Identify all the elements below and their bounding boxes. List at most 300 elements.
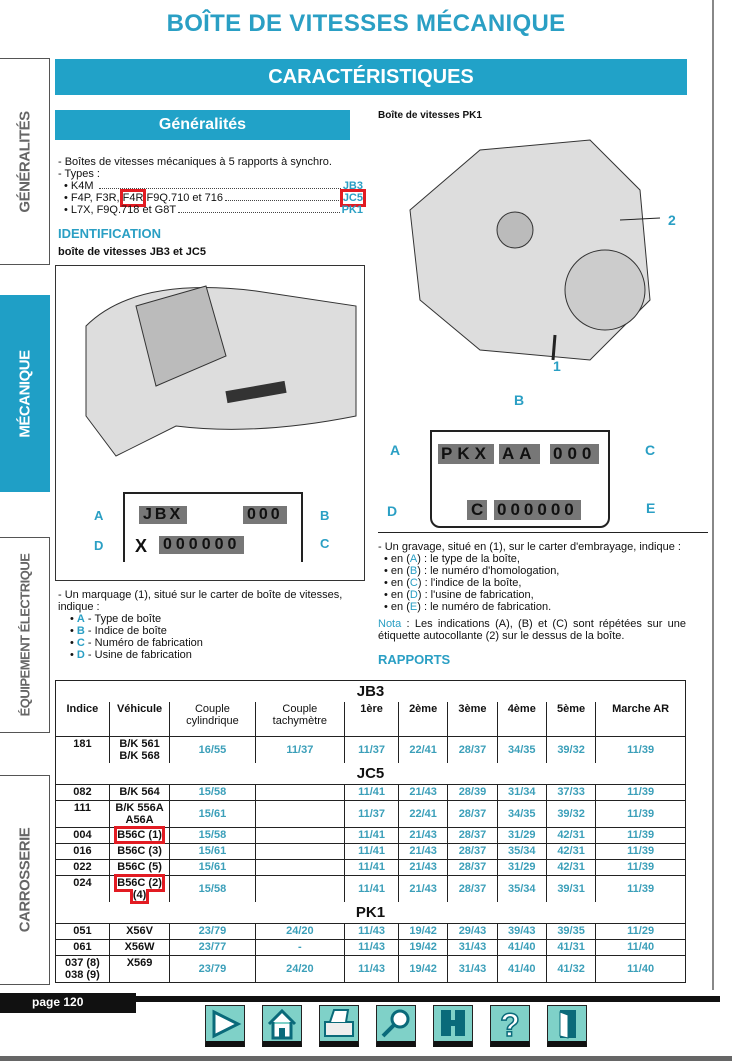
header-text: 5ème xyxy=(557,703,586,715)
cell-value: 31/43 xyxy=(458,941,487,953)
table-cell xyxy=(546,955,595,982)
text: en ( xyxy=(390,553,410,565)
home-icon xyxy=(263,1006,301,1042)
table-row xyxy=(56,827,686,843)
cell-value: B/K 556A A56A xyxy=(115,801,164,826)
cell-value: 11/41 xyxy=(358,845,386,857)
item-text: - Indice de boîte xyxy=(84,625,167,637)
table-row xyxy=(56,955,686,982)
text-line: - Un gravage, situé en (1), sur le carter d'embrayage, indique : xyxy=(378,541,681,553)
table-cell xyxy=(170,843,255,859)
item-key: E xyxy=(409,601,418,613)
item-text: : le numéro de fabrication. xyxy=(420,601,552,613)
table-cell xyxy=(56,784,110,800)
table-cell xyxy=(345,955,399,982)
cell-value: 28/37 xyxy=(458,743,487,756)
header-text: Véhicule xyxy=(116,703,163,715)
cell-value: 24/20 xyxy=(286,925,314,937)
cell-value: 39/31 xyxy=(557,882,585,895)
text-line: - Types : xyxy=(58,168,100,180)
table-cell xyxy=(56,843,110,859)
table-cell xyxy=(546,875,595,902)
cell-value: 016 xyxy=(73,844,92,857)
cell-value: 11/39 xyxy=(627,845,655,857)
cell-value: 061 xyxy=(73,940,92,953)
divider xyxy=(712,0,714,990)
column-header xyxy=(109,702,170,736)
cell-value: 23/77 xyxy=(198,941,227,953)
table-cell xyxy=(255,843,345,859)
table-row xyxy=(56,784,686,800)
type-item xyxy=(58,204,363,216)
header-text: 1ère xyxy=(360,703,383,715)
list-item xyxy=(70,613,363,625)
table-cell xyxy=(56,800,110,827)
cell-value: - xyxy=(298,941,302,953)
cell-value: 11/37 xyxy=(358,743,386,756)
cell-value: 23/79 xyxy=(198,962,227,975)
cell-value: 11/39 xyxy=(627,829,655,841)
bullet: • xyxy=(70,637,77,649)
table-cell xyxy=(398,800,447,827)
cell-value: 28/37 xyxy=(458,861,487,873)
table-cell xyxy=(596,784,686,800)
cell-value: 22/41 xyxy=(409,807,437,820)
help-button[interactable] xyxy=(490,1005,530,1047)
cell-value: 31/34 xyxy=(508,786,536,798)
tab-carrosserie[interactable] xyxy=(0,775,50,985)
table-cell xyxy=(345,923,399,939)
binoculars-button[interactable] xyxy=(433,1005,473,1047)
cell-value: 11/40 xyxy=(627,941,655,953)
cell-value: 11/41 xyxy=(358,882,386,895)
engine-list: • L7X, F9Q.718 et G8T xyxy=(64,204,177,216)
cell-value: 11/39 xyxy=(627,786,655,798)
highlighted-vehicle: B56C (1) xyxy=(117,828,162,841)
table-cell xyxy=(56,827,110,843)
cell-value: 21/43 xyxy=(409,786,437,798)
plate-code: 000000 xyxy=(494,500,581,520)
bullet: • xyxy=(384,553,391,565)
dot-leader xyxy=(225,192,341,201)
table-cell xyxy=(109,800,170,827)
table-cell xyxy=(170,923,255,939)
table-cell xyxy=(255,859,345,875)
list-item xyxy=(70,649,363,661)
table-cell xyxy=(448,827,497,843)
table-cell xyxy=(546,827,595,843)
cell-value: 39/35 xyxy=(557,925,585,937)
page-title: BOÎTE DE VITESSES MÉCANIQUE xyxy=(166,10,566,37)
table-cell xyxy=(56,923,110,939)
cell-value: 11/41 xyxy=(358,829,386,841)
column-header xyxy=(596,702,686,736)
type-item xyxy=(58,180,363,192)
cell-value: 11/37 xyxy=(358,807,386,820)
table-cell xyxy=(448,859,497,875)
pk1-gearbox-illustration xyxy=(390,130,680,380)
column-header xyxy=(546,702,595,736)
table-cell xyxy=(497,827,546,843)
pk1-plate xyxy=(430,430,610,528)
table-cell xyxy=(345,784,399,800)
next-button[interactable] xyxy=(205,1005,245,1047)
callout-e: E xyxy=(646,500,656,516)
highlighted-engine: F4R xyxy=(122,192,144,204)
table-row xyxy=(56,736,686,763)
table-cell xyxy=(170,955,255,982)
tab-generalites[interactable] xyxy=(0,58,50,265)
generalites-text xyxy=(58,156,363,216)
text: en ( xyxy=(390,589,410,601)
item-key: B xyxy=(409,565,418,577)
table-cell xyxy=(546,784,595,800)
table-cell xyxy=(56,859,110,875)
cell-value: 28/37 xyxy=(458,845,487,857)
callout-d: D xyxy=(387,503,398,519)
table-cell xyxy=(596,875,686,902)
table-cell xyxy=(345,736,399,763)
table-cell xyxy=(497,875,546,902)
nota-label: Nota xyxy=(378,618,402,630)
home-button[interactable] xyxy=(262,1005,302,1047)
engine-list: • K4M xyxy=(64,180,97,192)
plate-code: X xyxy=(135,536,148,556)
cell-value: 28/37 xyxy=(458,807,487,820)
callout-c: C xyxy=(645,442,656,458)
table-cell xyxy=(596,859,686,875)
plate-code: AA xyxy=(499,444,540,464)
table-cell xyxy=(56,875,110,902)
cell-value: 15/61 xyxy=(198,807,227,820)
cell-value: 11/39 xyxy=(627,861,655,873)
cell-value: 21/43 xyxy=(409,861,437,873)
column-header xyxy=(255,702,345,736)
callout-c: C xyxy=(320,536,330,551)
text: en ( xyxy=(390,601,410,613)
section-row xyxy=(56,681,686,703)
engine-list: • F4P, F3R, xyxy=(64,192,123,204)
bullet: • xyxy=(70,625,77,637)
table-cell xyxy=(596,736,686,763)
next-icon xyxy=(206,1006,244,1042)
table-row xyxy=(56,843,686,859)
table-cell xyxy=(109,736,170,763)
plate-code: C xyxy=(467,500,487,520)
table-cell xyxy=(345,843,399,859)
cell-value: 11/41 xyxy=(358,786,386,798)
print-button[interactable] xyxy=(319,1005,359,1047)
section-title: PK1 xyxy=(355,903,386,921)
tab-label: MÉCANIQUE xyxy=(16,349,33,438)
cell-value: 39/32 xyxy=(557,807,585,820)
cell-value: 35/34 xyxy=(508,882,536,895)
bullet: • xyxy=(384,565,391,577)
cell-value: 111 xyxy=(73,801,91,814)
table-cell xyxy=(170,875,255,902)
table-cell xyxy=(56,955,110,982)
callout-b: B xyxy=(320,508,330,523)
table-cell xyxy=(497,800,546,827)
dot-leader xyxy=(99,180,341,189)
table-cell xyxy=(497,784,546,800)
cell-value: 16/55 xyxy=(198,743,227,756)
item-text: : le type de la boîte, xyxy=(420,553,520,565)
divider xyxy=(378,532,708,533)
cell-value: 28/37 xyxy=(458,829,487,841)
cell-value: 11/39 xyxy=(627,807,655,820)
plate-code: 000 xyxy=(243,506,287,524)
table-cell xyxy=(596,827,686,843)
table-cell xyxy=(255,784,345,800)
table-cell xyxy=(170,859,255,875)
table-cell xyxy=(448,955,497,982)
cell-value: 39/32 xyxy=(557,743,585,756)
text: ) xyxy=(417,577,422,589)
column-header xyxy=(56,702,110,736)
cell-value: 15/58 xyxy=(198,829,227,841)
cell-value: 11/37 xyxy=(286,743,314,756)
table-cell xyxy=(596,955,686,982)
cell-value: 23/79 xyxy=(198,925,227,937)
text: en ( xyxy=(390,577,410,589)
table-cell xyxy=(448,736,497,763)
table-cell xyxy=(345,827,399,843)
bullet: • xyxy=(384,577,391,589)
plate-code: 000 xyxy=(550,444,599,464)
cell-value: 24/20 xyxy=(286,962,314,975)
type-item xyxy=(58,192,363,204)
engine-list: F9Q.710 et 716 xyxy=(143,192,223,204)
cell-value: 15/58 xyxy=(198,882,227,895)
list-item xyxy=(384,601,686,613)
cell-value: 28/37 xyxy=(458,882,487,895)
cell-value: 34/35 xyxy=(508,807,536,820)
header-text: 3ème xyxy=(458,703,487,715)
cell-value: 31/43 xyxy=(458,962,487,975)
tab-equipement-electrique[interactable] xyxy=(0,537,50,733)
table-cell xyxy=(546,736,595,763)
table-cell xyxy=(170,736,255,763)
table-cell xyxy=(109,784,170,800)
table-cell xyxy=(398,784,447,800)
table-cell xyxy=(109,843,170,859)
text-line: - Boîtes de vitesses mécaniques à 5 rapports à synchro. xyxy=(58,156,332,168)
cell-value: X56V xyxy=(126,924,154,937)
rapports-heading: RAPPORTS xyxy=(378,652,451,667)
item-key: B xyxy=(76,625,85,637)
exit-icon xyxy=(548,1006,586,1042)
callout-a: A xyxy=(94,508,104,523)
table-cell xyxy=(398,736,447,763)
plate-code: JBX xyxy=(139,506,187,524)
table-cell xyxy=(497,923,546,939)
cell-value: B56C (3) xyxy=(117,844,162,857)
callout-a: A xyxy=(390,442,401,458)
table-cell xyxy=(56,736,110,763)
table-cell xyxy=(546,843,595,859)
section-row xyxy=(56,763,686,785)
text: ) xyxy=(417,553,421,565)
bullet: • xyxy=(384,589,391,601)
identification-heading: IDENTIFICATION xyxy=(58,226,162,241)
cell-value: 31/29 xyxy=(508,861,536,873)
plate-code: PKX xyxy=(438,444,494,464)
marking-plate xyxy=(123,492,303,562)
cell-value: 024 xyxy=(73,876,92,889)
cell-value: 11/29 xyxy=(627,925,655,937)
jb3-jc5-figure xyxy=(55,265,365,581)
plate-code: 000000 xyxy=(159,536,244,554)
table-cell xyxy=(345,939,399,955)
table-cell xyxy=(448,784,497,800)
cell-value: B/K 561 B/K 568 xyxy=(119,737,160,762)
column-header xyxy=(345,702,399,736)
header-text: 2ème xyxy=(409,703,438,715)
cell-value: 11/43 xyxy=(358,962,386,975)
gearbox-code: PK1 xyxy=(341,204,363,216)
text-line: - Un marquage (1), situé sur le carter de boîte de vitesses, indique : xyxy=(58,589,343,613)
cell-value: 41/32 xyxy=(557,962,585,975)
svg-text:?: ? xyxy=(500,1007,520,1042)
table-cell xyxy=(448,939,497,955)
cell-value: 15/58 xyxy=(198,786,227,798)
cell-value: B56C (5) xyxy=(117,860,162,873)
table-cell xyxy=(255,827,345,843)
callout-d: D xyxy=(94,538,104,553)
exit-button[interactable] xyxy=(547,1005,587,1047)
table-cell xyxy=(497,939,546,955)
callout-1: 1 xyxy=(553,358,561,374)
item-key: C xyxy=(409,577,418,589)
list-item xyxy=(70,625,363,637)
cell-value: 11/41 xyxy=(358,861,386,873)
table-cell xyxy=(170,827,255,843)
item-text: - Numéro de fabrication xyxy=(84,637,203,649)
cell-value: 082 xyxy=(73,785,92,798)
table-cell xyxy=(398,843,447,859)
bullet: • xyxy=(70,649,77,661)
table-cell xyxy=(596,843,686,859)
item-key: D xyxy=(409,589,418,601)
cell-value: 15/61 xyxy=(198,845,227,857)
table-cell xyxy=(546,859,595,875)
identification-text xyxy=(58,589,363,661)
table-cell xyxy=(448,843,497,859)
cell-value: B/K 564 xyxy=(119,785,160,798)
table-cell xyxy=(255,875,345,902)
bullet: • xyxy=(384,601,391,613)
table-cell xyxy=(596,923,686,939)
tab-label: ÉQUIPEMENT ÉLECTRIQUE xyxy=(17,553,32,717)
table-row xyxy=(56,800,686,827)
list-item xyxy=(384,589,686,601)
table-cell xyxy=(448,800,497,827)
cell-value: 41/40 xyxy=(508,941,536,953)
cell-value: 19/42 xyxy=(409,962,437,975)
text: ) xyxy=(417,589,422,601)
cell-value: X56W xyxy=(124,940,155,953)
list-item xyxy=(384,577,686,589)
column-header xyxy=(398,702,447,736)
bullet: • xyxy=(70,613,77,625)
table-cell xyxy=(109,955,170,982)
table-row xyxy=(56,939,686,955)
divider xyxy=(136,996,720,1002)
search-icon xyxy=(377,1006,415,1042)
cell-value: 11/39 xyxy=(627,882,655,895)
table-cell xyxy=(596,939,686,955)
pk1-text xyxy=(378,541,686,642)
gearbox-code: JB3 xyxy=(342,180,363,192)
table-cell xyxy=(448,875,497,902)
cell-value: 037 (8) 038 (9) xyxy=(64,956,100,981)
cell-value: 19/42 xyxy=(409,941,437,953)
search-button[interactable] xyxy=(376,1005,416,1047)
table-cell xyxy=(398,955,447,982)
table-cell xyxy=(170,939,255,955)
cell-value: 181 xyxy=(73,737,92,750)
table-row xyxy=(56,923,686,939)
header-text: Couple cylindrique xyxy=(186,703,239,727)
header-row xyxy=(56,702,686,736)
cell-value: 41/31 xyxy=(557,941,585,953)
cell-value: 11/39 xyxy=(627,743,655,756)
callout-b: B xyxy=(514,392,525,408)
table-cell xyxy=(497,736,546,763)
cell-value: 11/43 xyxy=(358,941,386,953)
print-icon xyxy=(320,1006,358,1042)
section-row xyxy=(56,902,686,924)
divider xyxy=(0,1056,732,1061)
item-key: C xyxy=(76,637,85,649)
cell-value: 31/29 xyxy=(508,829,536,841)
cell-value: 21/43 xyxy=(409,845,437,857)
cell-value: 21/43 xyxy=(409,882,437,895)
cell-value: 42/31 xyxy=(557,861,585,873)
callout-2: 2 xyxy=(668,212,676,228)
table-cell xyxy=(398,827,447,843)
nota xyxy=(378,618,686,642)
table-cell xyxy=(596,800,686,827)
cell-value: 21/43 xyxy=(409,829,437,841)
cell-value: 37/33 xyxy=(557,786,585,798)
table-cell xyxy=(497,859,546,875)
table-cell xyxy=(109,939,170,955)
cell-value: 35/34 xyxy=(508,845,536,857)
table-row xyxy=(56,875,686,902)
item-text: : l'indice de la boîte, xyxy=(421,577,522,589)
item-key: A xyxy=(409,553,418,565)
table-cell xyxy=(398,875,447,902)
item-key: D xyxy=(76,649,85,661)
header-text: Indice xyxy=(66,703,99,715)
column-header xyxy=(448,702,497,736)
highlighted-vehicle: B56C (2) (4) xyxy=(117,876,162,901)
cell-value: 42/31 xyxy=(557,829,585,841)
table-cell xyxy=(398,859,447,875)
section-banner: CARACTÉRISTIQUES xyxy=(55,59,687,95)
cell-value: 29/43 xyxy=(458,925,487,937)
pk1-title: Boîte de vitesses PK1 xyxy=(378,110,482,121)
tab-mecanique[interactable] xyxy=(0,295,50,492)
text: ) xyxy=(417,601,421,613)
table-cell xyxy=(345,800,399,827)
header-text: Couple tachymètre xyxy=(272,703,328,727)
cell-value: 11/40 xyxy=(627,962,655,975)
list-item xyxy=(384,565,686,577)
identification-subtitle: boîte de vitesses JB3 et JC5 xyxy=(58,246,206,258)
